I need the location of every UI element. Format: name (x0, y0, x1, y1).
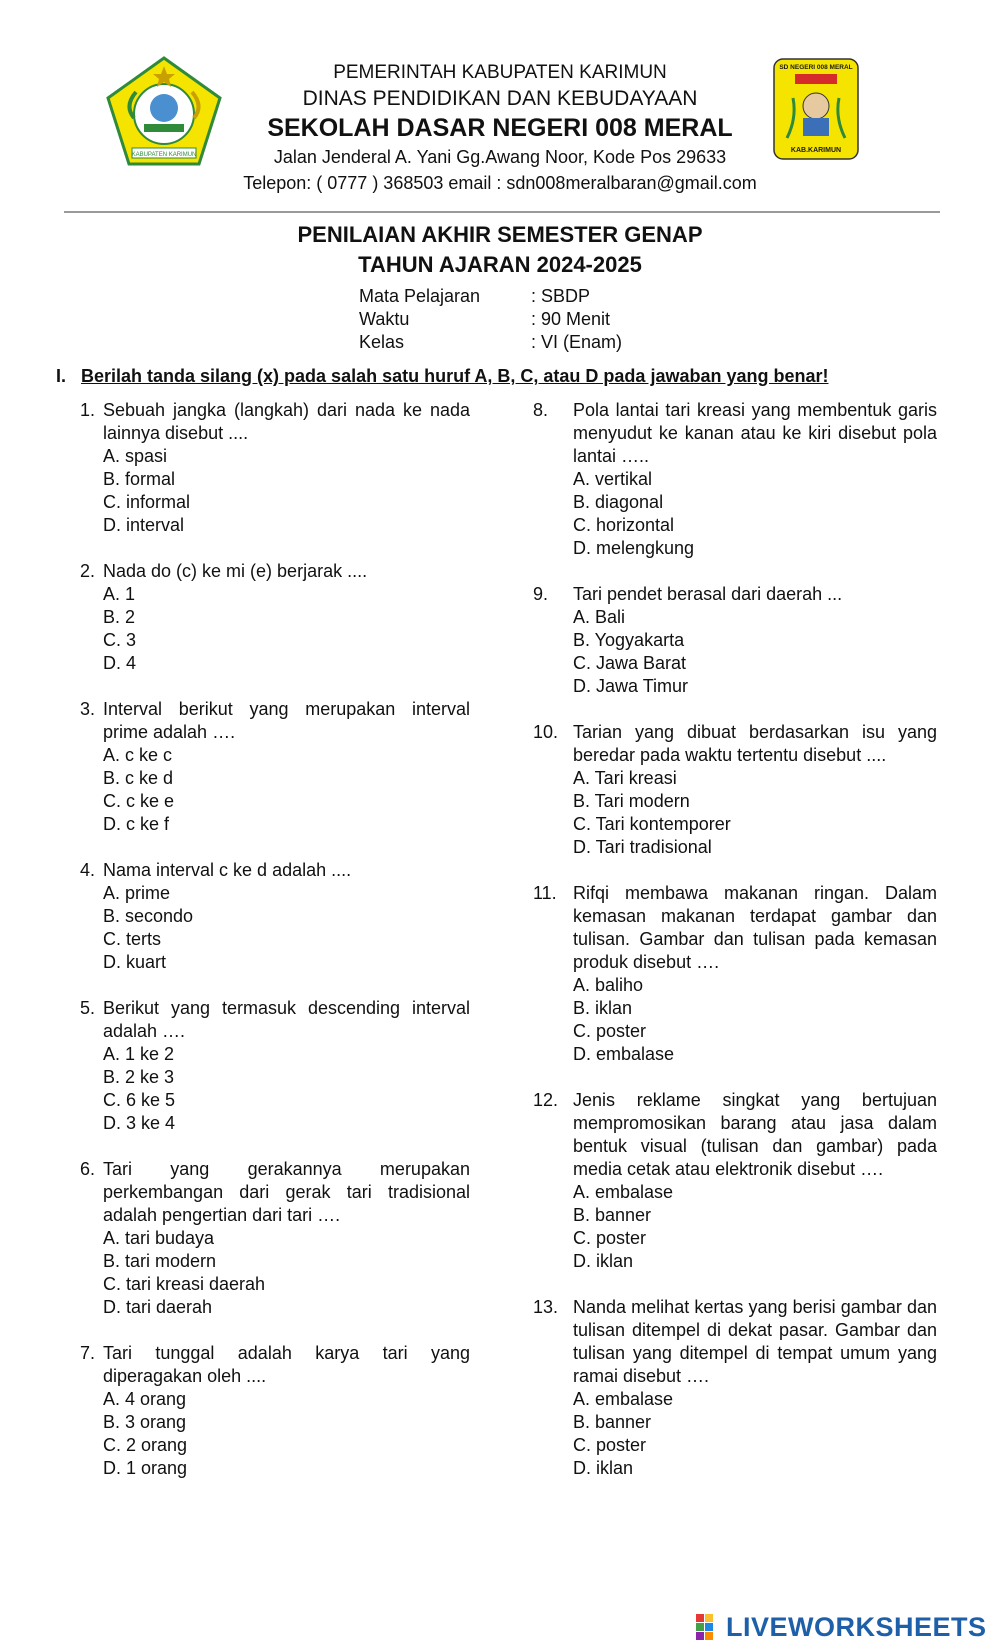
answer-option[interactable]: A. Bali (573, 607, 626, 627)
question-number: 5. (80, 998, 96, 1018)
question-item (533, 399, 937, 560)
question-item (80, 399, 470, 537)
answer-option[interactable]: C. informal (103, 492, 191, 512)
question-stem: Berikut yang termasuk descending interval adalah …. (103, 998, 470, 1041)
question-body (573, 1089, 937, 1273)
answer-option[interactable]: B. secondo (103, 906, 194, 926)
answer-option[interactable]: B. diagonal (573, 492, 664, 512)
meta-value-class: : VI (Enam) (531, 332, 623, 352)
question-body (573, 1296, 937, 1480)
question-body (573, 399, 937, 560)
answer-option[interactable]: A. vertikal (573, 469, 653, 489)
answer-option[interactable]: C. poster (573, 1435, 647, 1455)
school-logo-text-bottom: KAB.KARIMUN (790, 147, 842, 154)
question-body (573, 583, 937, 698)
question-stem: Nama interval c ke d adalah .... (103, 860, 352, 880)
answer-option[interactable]: D. 1 orang (103, 1458, 188, 1478)
answer-option[interactable]: D. c ke f (103, 814, 170, 834)
answer-option[interactable]: B. Tari modern (573, 791, 690, 811)
school-name: SEKOLAH DASAR NEGERI 008 MERAL (267, 114, 733, 142)
answer-option[interactable]: D. interval (103, 515, 185, 535)
meta-row (359, 308, 622, 331)
question-body (103, 1342, 470, 1480)
exam-title-line1: PENILAIAN AKHIR SEMESTER GENAP (297, 222, 703, 247)
answer-option[interactable]: C. poster (573, 1228, 647, 1248)
answer-option[interactable]: C. Jawa Barat (573, 653, 687, 673)
question-number: 9. (533, 584, 549, 604)
answer-option[interactable]: B. banner (573, 1412, 652, 1432)
question-body (103, 399, 470, 537)
answer-option[interactable]: A. tari budaya (103, 1228, 215, 1248)
answer-option[interactable]: A. Tari kreasi (573, 768, 677, 788)
question-stem: Pola lantai tari kreasi yang membentuk garis menyudut ke kanan atau ke kiri disebut pola lantai ….. (573, 400, 937, 466)
question-item (80, 698, 470, 836)
question-number: 13. (533, 1297, 559, 1317)
question-item (80, 1158, 470, 1319)
answer-option[interactable]: D. Tari tradisional (573, 837, 712, 857)
question-stem: Nanda melihat kertas yang berisi gambar dan tulisan ditempel di dekat pasar. Gambar dan tulisan yang ditempel di tempat umum yang ramai disebut …. (573, 1297, 937, 1386)
liveworksheets-logo-icon (696, 1614, 722, 1640)
answer-option[interactable]: C. Tari kontemporer (573, 814, 731, 834)
question-body (103, 1158, 470, 1319)
question-item (533, 1089, 937, 1273)
question-stem: Jenis reklame singkat yang bertujuan mempromosikan barang atau jasa dalam bentuk visual (tulisan dan gambar) pada media cetak atau elektronik disebut …. (573, 1090, 937, 1179)
meta-row (359, 285, 622, 308)
instruction-text: Berilah tanda silang (x) pada salah satu huruf A, B, C, atau D pada jawaban yang benar! (81, 366, 829, 386)
letterhead-text (190, 60, 810, 196)
question-number: 2. (80, 561, 96, 581)
question-item (533, 721, 937, 859)
meta-label-class: Kelas (359, 332, 405, 352)
question-body (103, 997, 470, 1135)
school-address: Jalan Jenderal A. Yani Gg.Awang Noor, Kode Pos 29633 (273, 147, 727, 167)
question-stem: Tari yang gerakannya merupakan perkembangan dari gerak tari tradisional adalah pengertian dari tari …. (103, 1159, 470, 1225)
meta-label-subject: Mata Pelajaran (359, 286, 481, 306)
question-stem: Tari tunggal adalah karya tari yang diperagakan oleh .... (103, 1343, 470, 1386)
meta-value-time: : 90 Menit (531, 309, 611, 329)
answer-option[interactable]: B. 2 ke 3 (103, 1067, 175, 1087)
government-line: PEMERINTAH KABUPATEN KARIMUN (333, 62, 667, 83)
question-number: 6. (80, 1159, 96, 1179)
footer-brand-text: LIVEWORKSHEETS (726, 1611, 987, 1642)
answer-option[interactable]: A. embalase (573, 1389, 674, 1409)
answer-option[interactable]: C. tari kreasi daerah (103, 1274, 266, 1294)
answer-option[interactable]: C. terts (103, 929, 162, 949)
question-number: 12. (533, 1090, 559, 1110)
meta-value-subject: : SBDP (531, 286, 591, 306)
answer-option[interactable]: A. 1 (103, 584, 136, 604)
question-item (533, 1296, 937, 1480)
answer-option[interactable]: A. spasi (103, 446, 168, 466)
question-item (80, 1342, 470, 1480)
question-number: 3. (80, 699, 96, 719)
answer-option[interactable]: C. horizontal (573, 515, 675, 535)
header-divider (64, 211, 940, 213)
question-number: 10. (533, 722, 559, 742)
questions-left-column (80, 399, 470, 1503)
answer-option[interactable]: D. 4 (103, 653, 137, 673)
document-header (0, 0, 1000, 215)
answer-option[interactable]: B. formal (103, 469, 176, 489)
answer-option[interactable]: B. tari modern (103, 1251, 217, 1271)
answer-option[interactable]: D. melengkung (573, 538, 695, 558)
answer-option[interactable]: B. Yogyakarta (573, 630, 685, 650)
meta-row (359, 331, 622, 354)
answer-option[interactable]: C. c ke e (103, 791, 175, 811)
question-stem: Tarian yang dibuat berdasarkan isu yang beredar pada waktu tertentu disebut .... (573, 722, 937, 765)
answer-option[interactable]: D. embalase (573, 1044, 675, 1064)
exam-title (0, 220, 1000, 280)
question-body (103, 560, 470, 675)
question-stem: Sebuah jangka (langkah) dari nada ke nada lainnya disebut .... (103, 400, 470, 443)
question-number: 1. (80, 400, 96, 420)
answer-option[interactable]: A. 4 orang (103, 1389, 187, 1409)
answer-option[interactable]: D. kuart (103, 952, 167, 972)
answer-option[interactable]: D. Jawa Timur (573, 676, 689, 696)
answer-option[interactable]: D. iklan (573, 1458, 634, 1478)
school-contact: Telepon: ( 0777 ) 368503 email : sdn008meralbaran@gmail.com (243, 173, 757, 193)
question-stem: Interval berikut yang merupakan interval prime adalah …. (103, 699, 470, 742)
question-number: 4. (80, 860, 96, 880)
question-item (533, 882, 937, 1066)
question-body (573, 721, 937, 859)
answer-option[interactable]: A. 1 ke 2 (103, 1044, 175, 1064)
school-logo (773, 58, 859, 160)
answer-option[interactable]: D. iklan (573, 1251, 634, 1271)
footer-branding (696, 1612, 987, 1642)
instruction-number: I. (56, 366, 67, 386)
exam-title-line2: TAHUN AJARAN 2024-2025 (358, 252, 642, 277)
question-body (103, 859, 470, 974)
answer-option[interactable]: D. 3 ke 4 (103, 1113, 176, 1133)
question-body (573, 882, 937, 1066)
question-item (80, 997, 470, 1135)
answer-option[interactable]: A. c ke c (103, 745, 173, 765)
question-item (533, 583, 937, 698)
answer-option[interactable]: B. iklan (573, 998, 633, 1018)
answer-option[interactable]: C. 2 orang (103, 1435, 188, 1455)
answer-option[interactable]: A. embalase (573, 1182, 674, 1202)
answer-option[interactable]: C. 3 (103, 630, 137, 650)
question-stem: Tari pendet berasal dari daerah ... (573, 584, 843, 604)
answer-option[interactable]: C. 6 ke 5 (103, 1090, 176, 1110)
answer-option[interactable]: A. prime (103, 883, 171, 903)
question-stem: Rifqi membawa makanan ringan. Dalam kemasan makanan terdapat gambar dan tulisan. Gambar dan tulisan pada kemasan produk disebut …. (573, 883, 937, 972)
question-number: 11. (533, 883, 557, 903)
question-item (80, 859, 470, 974)
exam-meta (359, 285, 622, 354)
answer-option[interactable]: B. 2 (103, 607, 136, 627)
answer-option[interactable]: A. baliho (573, 975, 644, 995)
question-body (103, 698, 470, 836)
answer-option[interactable]: B. banner (573, 1205, 652, 1225)
question-item (80, 560, 470, 675)
answer-option[interactable]: D. tari daerah (103, 1297, 213, 1317)
regency-logo-text: KABUPATEN KARIMUN (131, 152, 197, 158)
questions-right-column (533, 399, 937, 1503)
answer-option[interactable]: B. c ke d (103, 768, 174, 788)
question-number: 8. (533, 400, 549, 420)
answer-option[interactable]: B. 3 orang (103, 1412, 187, 1432)
answer-option[interactable]: C. poster (573, 1021, 647, 1041)
school-logo-text-top: SD NEGERI 008 MERAL (779, 64, 853, 71)
instruction (56, 364, 829, 388)
meta-label-time: Waktu (359, 309, 410, 329)
question-number: 7. (80, 1343, 96, 1363)
department-line: DINAS PENDIDIKAN DAN KEBUDAYAAN (302, 87, 698, 110)
question-stem: Nada do (c) ke mi (e) berjarak .... (103, 561, 368, 581)
